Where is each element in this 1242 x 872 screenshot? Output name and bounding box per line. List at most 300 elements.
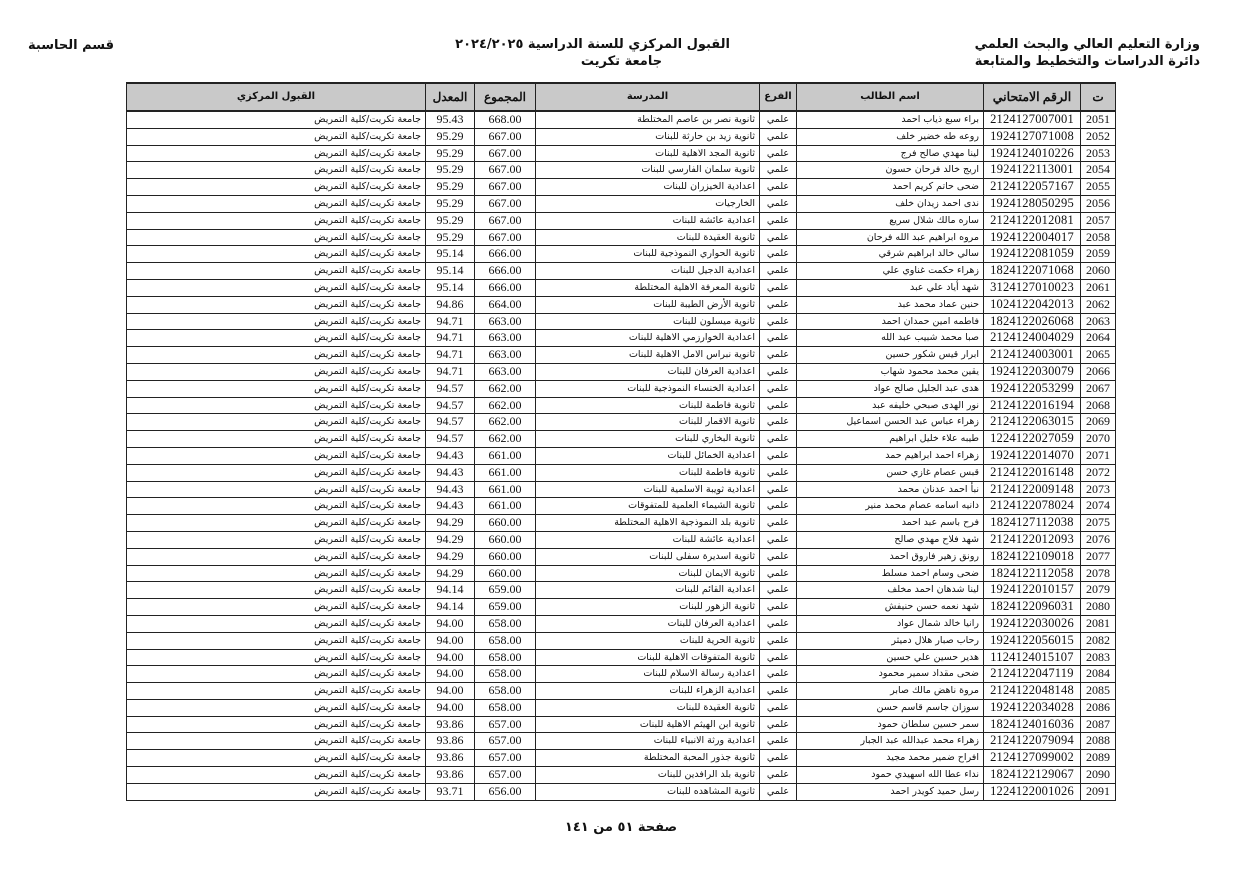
row-total: 661.00 [475,464,536,481]
row-total: 662.00 [475,414,536,431]
row-average: 94.43 [426,481,475,498]
row-total: 659.00 [475,582,536,599]
row-branch: علمي [760,431,797,448]
row-average: 94.71 [426,363,475,380]
row-school: ثانوية الايمان للبنات [536,565,760,582]
row-branch: علمي [760,515,797,532]
row-student-name: يقين محمد محمود شهاب [797,363,984,380]
row-acceptance: جامعة تكريت/كلية التمريض [127,330,426,347]
table-row [127,431,1116,448]
row-seq: 2089 [1081,750,1116,767]
row-average: 95.43 [426,111,475,128]
table-row [127,565,1116,582]
row-acceptance: جامعة تكريت/كلية التمريض [127,195,426,212]
row-seq: 2056 [1081,195,1116,212]
col-header-total: المجموع [475,83,536,111]
page-number: صفحة ٥١ من ١٤١ [564,820,678,835]
row-school: اعدادية الدجيل للبنات [536,263,760,280]
row-total: 660.00 [475,548,536,565]
row-branch: علمي [760,380,797,397]
row-school: ثانوية المعرفة الاهلية المختلطة [536,279,760,296]
row-total: 657.00 [475,767,536,784]
table-row [127,632,1116,649]
row-average: 93.86 [426,767,475,784]
table-row [127,464,1116,481]
row-average: 94.29 [426,565,475,582]
row-acceptance: جامعة تكريت/كلية التمريض [127,313,426,330]
row-total: 660.00 [475,565,536,582]
row-total: 663.00 [475,363,536,380]
row-exam-id: 2124122078024 [984,498,1081,515]
row-total: 667.00 [475,162,536,179]
row-branch: علمي [760,649,797,666]
row-acceptance: جامعة تكريت/كلية التمريض [127,481,426,498]
row-seq: 2071 [1081,447,1116,464]
row-exam-id: 1924128050295 [984,195,1081,212]
row-student-name: مروه ابراهيم عبد الله فرحان [797,229,984,246]
row-seq: 2059 [1081,246,1116,263]
row-total: 667.00 [475,128,536,145]
row-school: ثانوية العقيدة للبنات [536,699,760,716]
row-total: 664.00 [475,296,536,313]
row-exam-id: 1924122004017 [984,229,1081,246]
col-header-branch: الفرع [760,83,797,111]
row-average: 94.29 [426,531,475,548]
row-school: اعدادية العرفان للبنات [536,363,760,380]
row-total: 656.00 [475,783,536,800]
row-seq: 2062 [1081,296,1116,313]
row-total: 658.00 [475,649,536,666]
row-seq: 2060 [1081,263,1116,280]
table-row [127,195,1116,212]
row-total: 666.00 [475,263,536,280]
row-seq: 2084 [1081,666,1116,683]
row-school: اعدادية الزهراء للبنات [536,683,760,700]
row-exam-id: 2124122063015 [984,414,1081,431]
row-seq: 2077 [1081,548,1116,565]
row-average: 95.29 [426,128,475,145]
row-student-name: نور الهدى صبحي خليفه عبد [797,397,984,414]
row-average: 95.14 [426,263,475,280]
row-branch: علمي [760,111,797,128]
row-acceptance: جامعة تكريت/كلية التمريض [127,111,426,128]
table-row [127,599,1116,616]
row-school: اعدادية رسالة الاسلام للبنات [536,666,760,683]
row-acceptance: جامعة تكريت/كلية التمريض [127,380,426,397]
row-seq: 2063 [1081,313,1116,330]
row-exam-id: 3124127010023 [984,279,1081,296]
row-exam-id: 1824124016036 [984,716,1081,733]
document-title-block [455,36,730,70]
row-average: 94.29 [426,548,475,565]
row-average: 94.86 [426,296,475,313]
row-branch: علمي [760,750,797,767]
row-acceptance: جامعة تكريت/كلية التمريض [127,683,426,700]
row-acceptance: جامعة تكريت/كلية التمريض [127,414,426,431]
row-average: 94.14 [426,582,475,599]
col-header-seq: ت [1081,83,1116,111]
table-row [127,263,1116,280]
row-school: اعدادية القائم للبنات [536,582,760,599]
row-exam-id: 1824122112058 [984,565,1081,582]
row-exam-id: 2124122048148 [984,683,1081,700]
row-school: ثانوية سلمان الفارسي للبنات [536,162,760,179]
row-branch: علمي [760,162,797,179]
row-seq: 2064 [1081,330,1116,347]
row-student-name: صبا محمد شبيب عبد الله [797,330,984,347]
row-total: 659.00 [475,599,536,616]
row-seq: 2073 [1081,481,1116,498]
table-row [127,347,1116,364]
table-row [127,783,1116,800]
row-student-name: رسل حميد كويدر احمد [797,783,984,800]
document-title: القبول المركزي للسنة الدراسية ٢٠٢٤/٢٠٢٥ [455,37,730,52]
row-total: 660.00 [475,531,536,548]
row-acceptance: جامعة تكريت/كلية التمريض [127,431,426,448]
row-seq: 2058 [1081,229,1116,246]
row-branch: علمي [760,447,797,464]
row-acceptance: جامعة تكريت/كلية التمريض [127,548,426,565]
row-exam-id: 1824122071068 [984,263,1081,280]
row-student-name: نبأ احمد عدنان محمد [797,481,984,498]
row-acceptance: جامعة تكريت/كلية التمريض [127,733,426,750]
row-student-name: ساره مالك شلال سريع [797,212,984,229]
row-total: 666.00 [475,246,536,263]
table-row [127,212,1116,229]
row-student-name: ندى احمد زيدان خلف [797,195,984,212]
row-exam-id: 1924122010157 [984,582,1081,599]
row-seq: 2052 [1081,128,1116,145]
row-student-name: رحاب صبار هلال دميثر [797,632,984,649]
row-exam-id: 1824122109018 [984,548,1081,565]
row-seq: 2080 [1081,599,1116,616]
department-name: قسم الحاسبة [28,38,115,53]
row-branch: علمي [760,548,797,565]
row-total: 662.00 [475,431,536,448]
row-student-name: سالي خالد ابراهيم شرقي [797,246,984,263]
row-branch: علمي [760,767,797,784]
row-student-name: هدير حسين علي حسين [797,649,984,666]
table-row [127,582,1116,599]
table-header-row [127,83,1116,111]
row-average: 93.86 [426,716,475,733]
row-student-name: ضحى وسام احمد مسلط [797,565,984,582]
row-exam-id: 2124127099002 [984,750,1081,767]
row-total: 667.00 [475,179,536,196]
row-student-name: سوزان جاسم قاسم حسن [797,699,984,716]
row-seq: 2057 [1081,212,1116,229]
row-branch: علمي [760,347,797,364]
row-branch: علمي [760,783,797,800]
row-school: اعدادية ورثة الانبياء للبنات [536,733,760,750]
row-acceptance: جامعة تكريت/كلية التمريض [127,145,426,162]
row-acceptance: جامعة تكريت/كلية التمريض [127,750,426,767]
row-seq: 2072 [1081,464,1116,481]
row-acceptance: جامعة تكريت/كلية التمريض [127,162,426,179]
row-total: 661.00 [475,498,536,515]
row-acceptance: جامعة تكريت/كلية التمريض [127,599,426,616]
table-row [127,414,1116,431]
table-row [127,750,1116,767]
row-seq: 2091 [1081,783,1116,800]
row-exam-id: 1124124015107 [984,649,1081,666]
row-branch: علمي [760,263,797,280]
row-average: 94.00 [426,632,475,649]
row-seq: 2067 [1081,380,1116,397]
row-total: 658.00 [475,632,536,649]
row-branch: علمي [760,565,797,582]
row-school: اعدادية الخنساء النموذجية للبنات [536,380,760,397]
row-acceptance: جامعة تكريت/كلية التمريض [127,128,426,145]
row-acceptance: جامعة تكريت/كلية التمريض [127,447,426,464]
row-student-name: لينا مهدي صالح فرج [797,145,984,162]
row-exam-id: 2124122016148 [984,464,1081,481]
row-school: ثانوية ابن الهيثم الاهلية للبنات [536,716,760,733]
ministry-name: وزارة التعليم العالي والبحث العلمي [974,37,1200,52]
row-average: 94.57 [426,431,475,448]
row-branch: علمي [760,666,797,683]
row-branch: علمي [760,733,797,750]
directorate-name: دائرة الدراسات والتخطيط والمتابعة [974,54,1200,69]
table-row [127,515,1116,532]
table-row [127,111,1116,128]
row-average: 94.29 [426,515,475,532]
table-row [127,145,1116,162]
row-exam-id: 2124122057167 [984,179,1081,196]
row-total: 668.00 [475,111,536,128]
row-student-name: زهراء محمد عبدالله عبد الجبار [797,733,984,750]
row-acceptance: جامعة تكريت/كلية التمريض [127,783,426,800]
row-exam-id: 2124122079094 [984,733,1081,750]
row-branch: علمي [760,195,797,212]
row-school: ثانوية الأرض الطيبة للبنات [536,296,760,313]
row-school: ثانوية فاطمة للبنات [536,464,760,481]
row-seq: 2078 [1081,565,1116,582]
row-seq: 2065 [1081,347,1116,364]
row-acceptance: جامعة تكريت/كلية التمريض [127,632,426,649]
row-school: ثانوية العقيدة للبنات [536,229,760,246]
row-acceptance: جامعة تكريت/كلية التمريض [127,716,426,733]
row-average: 94.00 [426,666,475,683]
row-school: اعدادية عائشة للبنات [536,531,760,548]
row-student-name: اريج خالد فرحان حسون [797,162,984,179]
row-average: 94.71 [426,313,475,330]
row-average: 94.43 [426,498,475,515]
row-acceptance: جامعة تكريت/كلية التمريض [127,363,426,380]
row-average: 95.14 [426,279,475,296]
row-student-name: رونق زهير فاروق احمد [797,548,984,565]
row-seq: 2088 [1081,733,1116,750]
row-average: 94.43 [426,447,475,464]
row-exam-id: 2124122016194 [984,397,1081,414]
row-school: ثانوية البخاري للبنات [536,431,760,448]
row-student-name: زهراء عباس عبد الحسن اسماعيل [797,414,984,431]
row-seq: 2053 [1081,145,1116,162]
row-school: ثانوية فاطمة للبنات [536,397,760,414]
row-acceptance: جامعة تكريت/كلية التمريض [127,296,426,313]
row-school: ثانوية زيد بن حارثة للبنات [536,128,760,145]
row-student-name: لينا شدهان احمد مخلف [797,582,984,599]
row-seq: 2054 [1081,162,1116,179]
row-branch: علمي [760,498,797,515]
row-school: اعدادية العرفان للبنات [536,615,760,632]
row-acceptance: جامعة تكريت/كلية التمريض [127,397,426,414]
table-row [127,767,1116,784]
table-row [127,683,1116,700]
table-row [127,447,1116,464]
row-branch: علمي [760,397,797,414]
row-total: 666.00 [475,279,536,296]
row-average: 95.29 [426,162,475,179]
row-school: اعدادية الخمائل للبنات [536,447,760,464]
row-seq: 2069 [1081,414,1116,431]
row-student-name: زهراء حكمت غناوي علي [797,263,984,280]
row-school: ثانوية بلد الرافدين للبنات [536,767,760,784]
row-school: ثانوية الحرية للبنات [536,632,760,649]
row-seq: 2075 [1081,515,1116,532]
row-acceptance: جامعة تكريت/كلية التمريض [127,767,426,784]
row-total: 662.00 [475,380,536,397]
row-branch: علمي [760,296,797,313]
row-branch: علمي [760,179,797,196]
row-average: 94.71 [426,347,475,364]
row-average: 94.00 [426,649,475,666]
col-header-average: المعدل [426,83,475,111]
col-header-exam-id: الرقم الامتحاني [984,83,1081,111]
row-acceptance: جامعة تكريت/كلية التمريض [127,615,426,632]
table-row [127,229,1116,246]
row-exam-id: 2124124003001 [984,347,1081,364]
row-student-name: ابرار قيس شكور حسين [797,347,984,364]
row-branch: علمي [760,330,797,347]
row-exam-id: 1924122030026 [984,615,1081,632]
row-student-name: شهد أياد علي عبد [797,279,984,296]
row-seq: 2066 [1081,363,1116,380]
row-exam-id: 2124122012081 [984,212,1081,229]
row-student-name: ضحى حاتم كريم احمد [797,179,984,196]
row-seq: 2081 [1081,615,1116,632]
row-total: 662.00 [475,397,536,414]
row-school: ثانوية نبراس الامل الاهلية للبنات [536,347,760,364]
table-row [127,548,1116,565]
row-average: 94.71 [426,330,475,347]
col-header-student-name: اسم الطالب [797,83,984,111]
row-acceptance: جامعة تكريت/كلية التمريض [127,279,426,296]
row-acceptance: جامعة تكريت/كلية التمريض [127,649,426,666]
row-acceptance: جامعة تكريت/كلية التمريض [127,582,426,599]
row-branch: علمي [760,313,797,330]
row-student-name: حنين عماد محمد عبد [797,296,984,313]
row-acceptance: جامعة تكريت/كلية التمريض [127,212,426,229]
row-exam-id: 1924122056015 [984,632,1081,649]
row-branch: علمي [760,632,797,649]
row-seq: 2070 [1081,431,1116,448]
row-exam-id: 1924124010226 [984,145,1081,162]
row-acceptance: جامعة تكريت/كلية التمريض [127,246,426,263]
row-average: 93.86 [426,750,475,767]
table-body [127,111,1116,800]
table-row [127,313,1116,330]
row-average: 95.29 [426,179,475,196]
row-total: 663.00 [475,330,536,347]
row-exam-id: 1224122027059 [984,431,1081,448]
row-branch: علمي [760,582,797,599]
table-row [127,380,1116,397]
row-exam-id: 1024122042013 [984,296,1081,313]
table-row [127,397,1116,414]
university-name: جامعة تكريت [580,54,663,69]
row-student-name: براء سبع ذياب احمد [797,111,984,128]
row-seq: 2087 [1081,716,1116,733]
row-school: اعدادية عائشة للبنات [536,212,760,229]
row-average: 93.71 [426,783,475,800]
row-exam-id: 2124122047119 [984,666,1081,683]
row-exam-id: 1924122030079 [984,363,1081,380]
row-exam-id: 2124124004029 [984,330,1081,347]
row-average: 94.14 [426,599,475,616]
row-branch: علمي [760,716,797,733]
row-school: اعدادية الخيزران للبنات [536,179,760,196]
row-student-name: زهراء احمد ابراهيم حمد [797,447,984,464]
row-student-name: فرح باسم عبد احمد [797,515,984,532]
row-exam-id: 1824122129067 [984,767,1081,784]
row-total: 667.00 [475,195,536,212]
row-total: 660.00 [475,515,536,532]
row-exam-id: 2124127007001 [984,111,1081,128]
row-total: 657.00 [475,733,536,750]
row-school: الخارجيات [536,195,760,212]
row-average: 94.00 [426,615,475,632]
table-row [127,246,1116,263]
table-row [127,363,1116,380]
table-row [127,666,1116,683]
row-student-name: افراح ضمير محمد مجيد [797,750,984,767]
row-branch: علمي [760,599,797,616]
row-student-name: شهد نعمه حسن حنيفش [797,599,984,616]
row-branch: علمي [760,481,797,498]
row-student-name: روعه طه خضير خلف [797,128,984,145]
row-student-name: رانيا خالد شمال عواد [797,615,984,632]
row-branch: علمي [760,464,797,481]
row-total: 663.00 [475,347,536,364]
row-school: ثانوية بلد النموذجية الاهلية المختلطة [536,515,760,532]
row-acceptance: جامعة تكريت/كلية التمريض [127,565,426,582]
row-student-name: ضحى مقداد سمير محمود [797,666,984,683]
row-average: 95.29 [426,145,475,162]
row-seq: 2055 [1081,179,1116,196]
row-exam-id: 1924122113001 [984,162,1081,179]
row-average: 94.57 [426,397,475,414]
row-seq: 2061 [1081,279,1116,296]
row-average: 95.14 [426,246,475,263]
row-acceptance: جامعة تكريت/كلية التمريض [127,179,426,196]
row-average: 94.43 [426,464,475,481]
row-student-name: قبس عصام غازي حسن [797,464,984,481]
row-total: 658.00 [475,666,536,683]
row-exam-id: 1224122001026 [984,783,1081,800]
row-total: 667.00 [475,145,536,162]
col-header-school: المدرسة [536,83,760,111]
row-total: 661.00 [475,447,536,464]
row-school: ثانوية نصر بن عاصم المختلطة [536,111,760,128]
row-school: ثانوية المجد الاهلية للبنات [536,145,760,162]
row-school: ثانوية الحواري النموذجية للبنات [536,246,760,263]
row-average: 95.29 [426,212,475,229]
row-exam-id: 1924122053299 [984,380,1081,397]
table-row [127,615,1116,632]
row-seq: 2085 [1081,683,1116,700]
row-total: 658.00 [475,615,536,632]
